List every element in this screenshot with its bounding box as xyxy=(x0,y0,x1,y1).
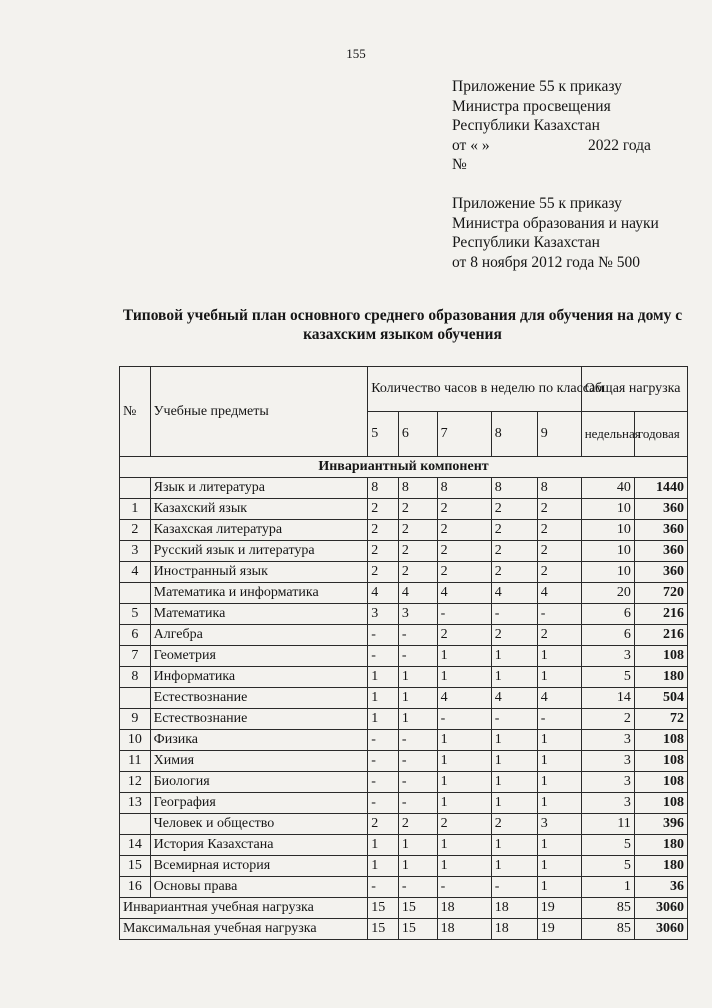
row-yearly-total: 108 xyxy=(634,646,687,667)
row-grade-6-hours: 1 xyxy=(398,688,437,709)
appendix-new-date-prefix: от « » xyxy=(452,136,490,154)
row-grade-6-hours: - xyxy=(398,751,437,772)
appendix-new-line1: Приложение 55 к приказу xyxy=(452,78,622,95)
table-row xyxy=(120,793,688,814)
row-grade-5-hours: 4 xyxy=(368,583,399,604)
row-yearly-total: 396 xyxy=(634,814,687,835)
row-grade-5-hours: 1 xyxy=(368,667,399,688)
total-grade-7-hours: 18 xyxy=(437,898,491,919)
row-subject: Русский язык и литература xyxy=(150,541,368,562)
row-yearly-total: 360 xyxy=(634,562,687,583)
row-weekly-total: 40 xyxy=(581,478,634,499)
row-grade-8-hours: 1 xyxy=(491,667,537,688)
row-yearly-total: 180 xyxy=(634,667,687,688)
row-grade-6-hours: - xyxy=(398,793,437,814)
row-subject: Биология xyxy=(150,772,368,793)
row-weekly-total: 3 xyxy=(581,793,634,814)
row-grade-9-hours: 4 xyxy=(537,688,581,709)
row-grade-6-hours: 2 xyxy=(398,520,437,541)
header-hours-by-grade: Количество часов в неделю по классам xyxy=(368,367,582,412)
row-grade-6-hours: 4 xyxy=(398,583,437,604)
row-subject: Основы права xyxy=(150,877,368,898)
row-weekly-total: 10 xyxy=(581,562,634,583)
row-subject: Математика xyxy=(150,604,368,625)
table-row xyxy=(120,709,688,730)
row-grade-5-hours: 2 xyxy=(368,814,399,835)
row-subject: Математика и информатика xyxy=(150,583,368,604)
row-grade-9-hours: 1 xyxy=(537,856,581,877)
row-grade-9-hours: 2 xyxy=(537,520,581,541)
row-grade-9-hours: 1 xyxy=(537,667,581,688)
row-subject: Иностранный язык xyxy=(150,562,368,583)
table-total-row xyxy=(120,898,688,919)
header-subjects: Учебные предметы xyxy=(150,367,368,457)
row-grade-7-hours: 1 xyxy=(437,793,491,814)
section-title: Инвариантный компонент xyxy=(120,457,688,478)
appendix-header-old xyxy=(452,194,659,272)
row-weekly-total: 11 xyxy=(581,814,634,835)
row-number xyxy=(120,583,151,604)
row-grade-6-hours: 1 xyxy=(398,709,437,730)
header-grade-6: 6 xyxy=(398,412,437,457)
row-grade-7-hours: 1 xyxy=(437,667,491,688)
row-yearly-total: 216 xyxy=(634,625,687,646)
row-grade-8-hours: 1 xyxy=(491,856,537,877)
row-grade-6-hours: - xyxy=(398,625,437,646)
table-row xyxy=(120,520,688,541)
row-weekly-total: 5 xyxy=(581,856,634,877)
table-group-row xyxy=(120,688,688,709)
row-weekly-total: 3 xyxy=(581,751,634,772)
row-yearly-total: 108 xyxy=(634,772,687,793)
row-grade-9-hours: 1 xyxy=(537,772,581,793)
row-number: 14 xyxy=(120,835,151,856)
row-grade-7-hours: 2 xyxy=(437,499,491,520)
table-row xyxy=(120,499,688,520)
row-grade-9-hours: - xyxy=(537,709,581,730)
row-grade-8-hours: 1 xyxy=(491,772,537,793)
row-grade-7-hours: 4 xyxy=(437,583,491,604)
row-grade-9-hours: 1 xyxy=(537,877,581,898)
appendix-new-line2: Министра просвещения xyxy=(452,97,611,115)
row-number: 6 xyxy=(120,625,151,646)
total-grade-8-hours: 18 xyxy=(491,898,537,919)
appendix-new-date-year: 2022 года xyxy=(588,136,651,154)
row-grade-8-hours: - xyxy=(491,604,537,625)
row-grade-6-hours: 1 xyxy=(398,835,437,856)
row-subject: Естествознание xyxy=(150,709,368,730)
total-grade-9-hours: 19 xyxy=(537,898,581,919)
row-number: 7 xyxy=(120,646,151,667)
row-grade-8-hours: 2 xyxy=(491,499,537,520)
total-grade-6-hours: 15 xyxy=(398,919,437,940)
row-grade-6-hours: 1 xyxy=(398,856,437,877)
row-weekly-total: 3 xyxy=(581,646,634,667)
row-weekly-total: 1 xyxy=(581,877,634,898)
row-yearly-total: 108 xyxy=(634,730,687,751)
row-number: 9 xyxy=(120,709,151,730)
row-number: 16 xyxy=(120,877,151,898)
row-subject: Химия xyxy=(150,751,368,772)
row-grade-6-hours: 2 xyxy=(398,562,437,583)
row-number: 11 xyxy=(120,751,151,772)
table-total-row xyxy=(120,919,688,940)
row-number: 2 xyxy=(120,520,151,541)
row-yearly-total: 504 xyxy=(634,688,687,709)
row-weekly-total: 3 xyxy=(581,730,634,751)
row-grade-9-hours: 1 xyxy=(537,730,581,751)
row-grade-9-hours: 2 xyxy=(537,562,581,583)
row-grade-9-hours: - xyxy=(537,604,581,625)
row-weekly-total: 2 xyxy=(581,709,634,730)
row-grade-5-hours: 1 xyxy=(368,688,399,709)
row-grade-5-hours: - xyxy=(368,793,399,814)
total-grade-7-hours: 18 xyxy=(437,919,491,940)
row-yearly-total: 360 xyxy=(634,499,687,520)
appendix-new-line3: Республики Казахстан xyxy=(452,117,600,134)
row-weekly-total: 14 xyxy=(581,688,634,709)
row-yearly-total: 720 xyxy=(634,583,687,604)
total-yearly: 3060 xyxy=(634,898,687,919)
row-weekly-total: 5 xyxy=(581,667,634,688)
row-yearly-total: 1440 xyxy=(634,478,687,499)
row-grade-6-hours: 3 xyxy=(398,604,437,625)
header-weekly: недельная xyxy=(581,412,634,457)
header-grade-5: 5 xyxy=(368,412,399,457)
table-group-row xyxy=(120,583,688,604)
row-number: 5 xyxy=(120,604,151,625)
table-row xyxy=(120,625,688,646)
row-grade-7-hours: 1 xyxy=(437,730,491,751)
row-grade-6-hours: 8 xyxy=(398,478,437,499)
row-number xyxy=(120,688,151,709)
row-grade-7-hours: 4 xyxy=(437,688,491,709)
row-grade-9-hours: 3 xyxy=(537,814,581,835)
row-grade-6-hours: - xyxy=(398,772,437,793)
row-yearly-total: 180 xyxy=(634,856,687,877)
table-row xyxy=(120,877,688,898)
row-grade-9-hours: 2 xyxy=(537,541,581,562)
row-grade-8-hours: 2 xyxy=(491,625,537,646)
total-grade-5-hours: 15 xyxy=(368,919,399,940)
row-grade-9-hours: 4 xyxy=(537,583,581,604)
row-grade-7-hours: 1 xyxy=(437,751,491,772)
row-subject: География xyxy=(150,793,368,814)
row-grade-8-hours: 1 xyxy=(491,751,537,772)
row-grade-7-hours: 2 xyxy=(437,562,491,583)
row-grade-9-hours: 2 xyxy=(537,499,581,520)
row-grade-6-hours: 1 xyxy=(398,667,437,688)
row-weekly-total: 6 xyxy=(581,604,634,625)
row-grade-8-hours: - xyxy=(491,877,537,898)
header-yearly: годовая xyxy=(634,412,687,457)
curriculum-table xyxy=(119,366,688,940)
row-grade-8-hours: 1 xyxy=(491,646,537,667)
header-total-load: Общая нагрузка xyxy=(581,367,687,412)
total-weekly: 85 xyxy=(581,898,634,919)
row-subject: Язык и литература xyxy=(150,478,368,499)
row-grade-9-hours: 1 xyxy=(537,646,581,667)
row-grade-5-hours: - xyxy=(368,646,399,667)
page-number: 155 xyxy=(346,46,366,61)
row-yearly-total: 360 xyxy=(634,541,687,562)
row-grade-5-hours: 2 xyxy=(368,541,399,562)
total-yearly: 3060 xyxy=(634,919,687,940)
row-yearly-total: 108 xyxy=(634,793,687,814)
row-yearly-total: 72 xyxy=(634,709,687,730)
row-grade-5-hours: 2 xyxy=(368,499,399,520)
row-grade-5-hours: 8 xyxy=(368,478,399,499)
row-grade-8-hours: 2 xyxy=(491,562,537,583)
row-grade-6-hours: 2 xyxy=(398,499,437,520)
table-row xyxy=(120,541,688,562)
header-grade-9: 9 xyxy=(537,412,581,457)
total-weekly: 85 xyxy=(581,919,634,940)
table-group-row xyxy=(120,478,688,499)
row-grade-5-hours: 2 xyxy=(368,562,399,583)
table-row xyxy=(120,604,688,625)
row-grade-7-hours: 1 xyxy=(437,856,491,877)
appendix-old-line3: Республики Казахстан xyxy=(452,234,600,251)
row-grade-8-hours: 1 xyxy=(491,835,537,856)
row-grade-7-hours: 1 xyxy=(437,772,491,793)
row-number: 4 xyxy=(120,562,151,583)
total-label: Максимальная учебная нагрузка xyxy=(120,919,368,940)
row-number: 3 xyxy=(120,541,151,562)
row-grade-8-hours: 1 xyxy=(491,793,537,814)
row-number: 8 xyxy=(120,667,151,688)
row-number: 15 xyxy=(120,856,151,877)
row-subject: Информатика xyxy=(150,667,368,688)
row-grade-9-hours: 2 xyxy=(537,625,581,646)
total-grade-6-hours: 15 xyxy=(398,898,437,919)
row-grade-5-hours: 2 xyxy=(368,520,399,541)
table-row xyxy=(120,646,688,667)
table-row xyxy=(120,772,688,793)
row-number: 1 xyxy=(120,499,151,520)
table-header-row xyxy=(120,367,688,412)
row-grade-7-hours: 2 xyxy=(437,520,491,541)
appendix-new-date-line xyxy=(452,136,651,156)
row-weekly-total: 6 xyxy=(581,625,634,646)
row-subject: Естествознание xyxy=(150,688,368,709)
row-grade-7-hours: 2 xyxy=(437,814,491,835)
row-grade-5-hours: - xyxy=(368,877,399,898)
table-row xyxy=(120,562,688,583)
header-grade-8: 8 xyxy=(491,412,537,457)
row-grade-6-hours: - xyxy=(398,730,437,751)
row-grade-6-hours: - xyxy=(398,877,437,898)
row-grade-5-hours: - xyxy=(368,751,399,772)
row-grade-8-hours: 8 xyxy=(491,478,537,499)
row-grade-7-hours: 8 xyxy=(437,478,491,499)
row-number: 13 xyxy=(120,793,151,814)
row-weekly-total: 3 xyxy=(581,772,634,793)
row-yearly-total: 216 xyxy=(634,604,687,625)
appendix-old-line1: Приложение 55 к приказу xyxy=(452,195,622,212)
document-title: Типовой учебный план основного среднего образования для обучения на дому с казахским языком обучения xyxy=(122,307,683,343)
table-row xyxy=(120,835,688,856)
total-grade-8-hours: 18 xyxy=(491,919,537,940)
row-grade-5-hours: 1 xyxy=(368,709,399,730)
row-grade-5-hours: 3 xyxy=(368,604,399,625)
row-grade-5-hours: - xyxy=(368,730,399,751)
row-grade-6-hours: - xyxy=(398,646,437,667)
row-grade-9-hours: 1 xyxy=(537,751,581,772)
row-grade-8-hours: 4 xyxy=(491,583,537,604)
row-grade-7-hours: - xyxy=(437,877,491,898)
row-grade-7-hours: - xyxy=(437,604,491,625)
row-subject: Алгебра xyxy=(150,625,368,646)
row-grade-7-hours: 2 xyxy=(437,625,491,646)
table-row xyxy=(120,856,688,877)
row-grade-8-hours: 2 xyxy=(491,520,537,541)
appendix-old-line4: от 8 ноября 2012 года № 500 xyxy=(452,253,641,271)
row-grade-5-hours: 1 xyxy=(368,856,399,877)
row-grade-8-hours: 1 xyxy=(491,730,537,751)
row-grade-9-hours: 8 xyxy=(537,478,581,499)
row-number xyxy=(120,814,151,835)
row-grade-7-hours: 1 xyxy=(437,646,491,667)
row-grade-8-hours: 4 xyxy=(491,688,537,709)
row-number: 12 xyxy=(120,772,151,793)
total-label: Инвариантная учебная нагрузка xyxy=(120,898,368,919)
row-subject: Казахская литература xyxy=(150,520,368,541)
row-subject: Геометрия xyxy=(150,646,368,667)
row-number xyxy=(120,478,151,499)
row-grade-5-hours: 1 xyxy=(368,835,399,856)
row-grade-5-hours: - xyxy=(368,772,399,793)
row-grade-8-hours: - xyxy=(491,709,537,730)
row-yearly-total: 108 xyxy=(634,751,687,772)
row-grade-7-hours: 2 xyxy=(437,541,491,562)
header-grade-7: 7 xyxy=(437,412,491,457)
row-grade-7-hours: 1 xyxy=(437,835,491,856)
row-weekly-total: 10 xyxy=(581,520,634,541)
row-grade-6-hours: 2 xyxy=(398,541,437,562)
row-grade-7-hours: - xyxy=(437,709,491,730)
row-weekly-total: 20 xyxy=(581,583,634,604)
row-grade-8-hours: 2 xyxy=(491,814,537,835)
row-grade-5-hours: - xyxy=(368,625,399,646)
row-yearly-total: 360 xyxy=(634,520,687,541)
appendix-header-new xyxy=(452,77,651,175)
section-row xyxy=(120,457,688,478)
appendix-old-line2: Министра образования и науки xyxy=(452,214,659,232)
row-weekly-total: 5 xyxy=(581,835,634,856)
row-grade-8-hours: 2 xyxy=(491,541,537,562)
row-subject: Физика xyxy=(150,730,368,751)
row-yearly-total: 180 xyxy=(634,835,687,856)
table-row xyxy=(120,730,688,751)
row-number: 10 xyxy=(120,730,151,751)
row-yearly-total: 36 xyxy=(634,877,687,898)
row-weekly-total: 10 xyxy=(581,499,634,520)
row-grade-9-hours: 1 xyxy=(537,835,581,856)
table-group-row xyxy=(120,814,688,835)
header-number: № xyxy=(120,367,151,457)
row-weekly-total: 10 xyxy=(581,541,634,562)
row-grade-6-hours: 2 xyxy=(398,814,437,835)
table-row xyxy=(120,667,688,688)
row-subject: История Казахстана xyxy=(150,835,368,856)
row-subject: Всемирная история xyxy=(150,856,368,877)
total-grade-9-hours: 19 xyxy=(537,919,581,940)
row-subject: Казахский язык xyxy=(150,499,368,520)
row-subject: Человек и общество xyxy=(150,814,368,835)
row-grade-9-hours: 1 xyxy=(537,793,581,814)
appendix-new-number-sign: № xyxy=(452,156,467,173)
total-grade-5-hours: 15 xyxy=(368,898,399,919)
table-row xyxy=(120,751,688,772)
